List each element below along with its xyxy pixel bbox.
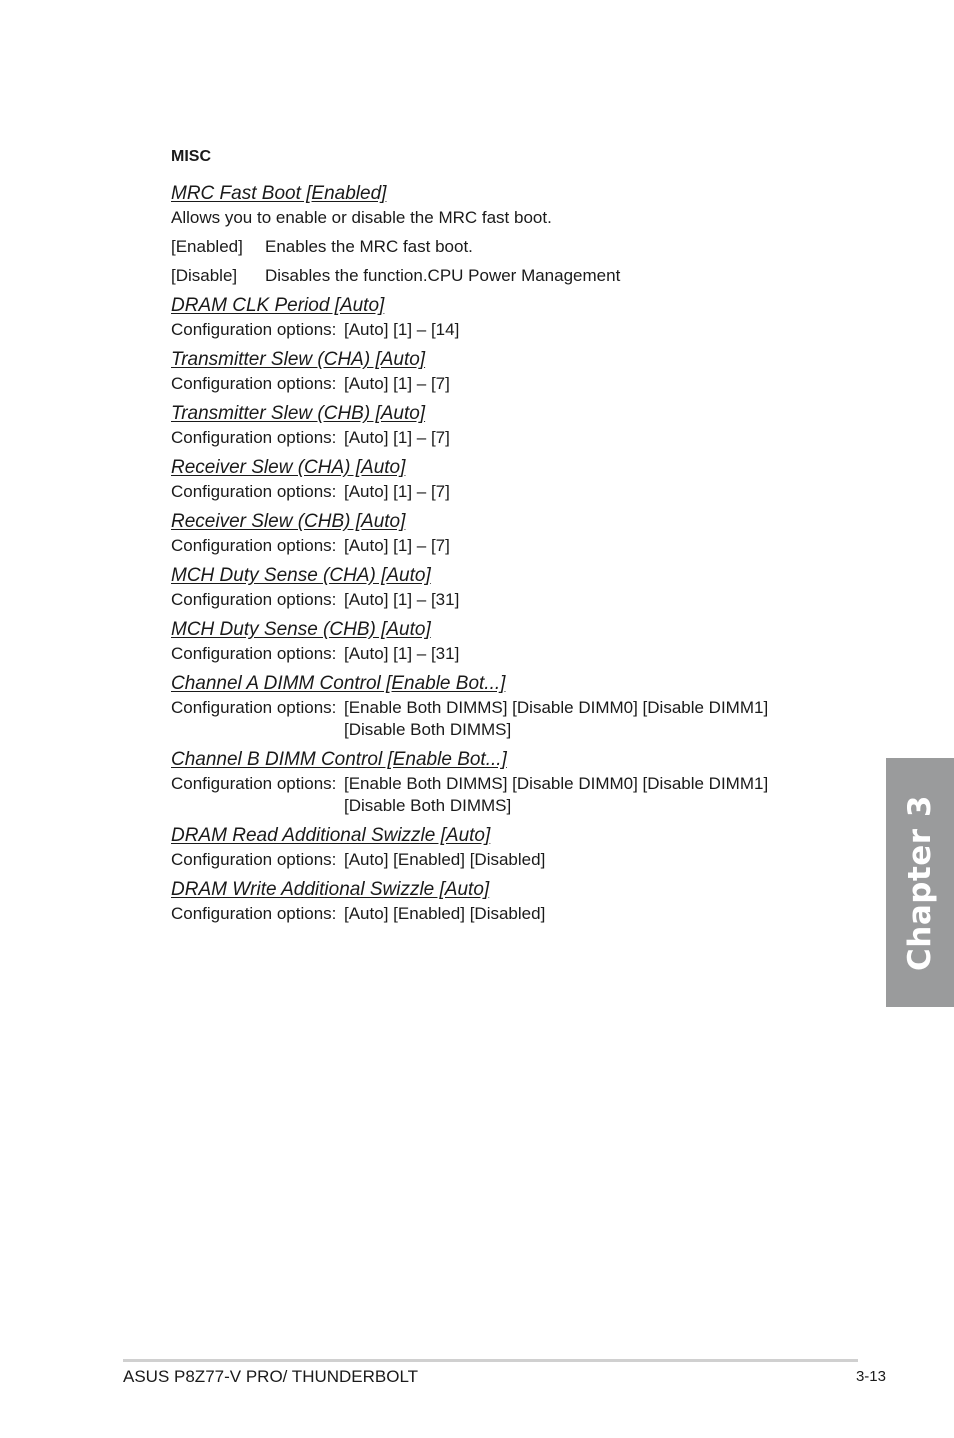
config-options [171, 481, 851, 503]
config-value-line: [Enable Both DIMMS] [Disable DIMM0] [Disable DIMM1] [344, 698, 769, 717]
item-title: Transmitter Slew (CHA) [Auto] [171, 349, 426, 370]
setting-item [171, 879, 851, 925]
config-value-line: [Disable Both DIMMS] [344, 796, 512, 815]
page-number: 3-13 [855, 1368, 886, 1385]
config-label: Configuration options: [171, 320, 337, 339]
setting-item [171, 511, 851, 557]
config-label: Configuration options: [171, 698, 337, 717]
config-value-line: [Auto] [1] – [7] [344, 374, 450, 393]
config-value-line: [Auto] [1] – [14] [344, 320, 460, 339]
item-title: Channel A DIMM Control [Enable Bot...] [171, 673, 506, 694]
option-key: [Disable] [171, 266, 238, 285]
item-title: DRAM Read Additional Swizzle [Auto] [171, 825, 491, 846]
option-row [171, 236, 851, 258]
chapter-tab-label: Chapter 3 [902, 794, 938, 971]
option-row [171, 265, 851, 287]
config-values [344, 773, 851, 817]
items-list [171, 295, 851, 925]
config-options [171, 373, 851, 395]
config-value-line: [Auto] [Enabled] [Disabled] [344, 850, 546, 869]
config-label: Configuration options: [171, 590, 337, 609]
config-options [171, 319, 851, 341]
item-title: MCH Duty Sense (CHA) [Auto] [171, 565, 431, 586]
config-options [171, 589, 851, 611]
config-values [344, 849, 851, 871]
config-options [171, 643, 851, 665]
setting-item [171, 749, 851, 817]
setting-item [171, 349, 851, 395]
config-label: Configuration options: [171, 774, 337, 793]
config-label: Configuration options: [171, 644, 337, 663]
config-value-line: [Enable Both DIMMS] [Disable DIMM0] [Disable DIMM1] [344, 774, 769, 793]
config-values [344, 903, 851, 925]
setting-item [171, 673, 851, 741]
config-values [344, 535, 851, 557]
setting-item [171, 403, 851, 449]
item-description: Allows you to enable or disable the MRC fast boot. [171, 208, 552, 227]
section-heading: MISC [171, 148, 211, 165]
config-options [171, 535, 851, 557]
config-values [344, 697, 851, 741]
setting-item [171, 565, 851, 611]
config-values [344, 427, 851, 449]
item-title: Receiver Slew (CHB) [Auto] [171, 511, 406, 532]
config-options [171, 427, 851, 449]
item-title: DRAM CLK Period [Auto] [171, 295, 385, 316]
setting-item [171, 457, 851, 503]
config-options [171, 773, 851, 817]
config-options [171, 697, 851, 741]
option-key: [Enabled] [171, 237, 243, 256]
config-values [344, 481, 851, 503]
item-title: Channel B DIMM Control [Enable Bot...] [171, 749, 507, 770]
option-desc: Enables the MRC fast boot. [265, 237, 473, 256]
config-values [344, 373, 851, 395]
config-value-line: [Auto] [1] – [7] [344, 428, 450, 447]
config-label: Configuration options: [171, 428, 337, 447]
config-values [344, 319, 851, 341]
config-values [344, 589, 851, 611]
config-value-line: [Auto] [Enabled] [Disabled] [344, 904, 546, 923]
item-mrc-fast-boot [171, 183, 851, 287]
config-label: Configuration options: [171, 536, 337, 555]
setting-item [171, 295, 851, 341]
config-label: Configuration options: [171, 482, 337, 501]
config-options [171, 849, 851, 871]
config-value-line: [Auto] [1] – [31] [344, 644, 460, 663]
item-title: MCH Duty Sense (CHB) [Auto] [171, 619, 431, 640]
setting-item [171, 825, 851, 871]
option-desc: Disables the function.CPU Power Management [265, 266, 621, 285]
footer-divider [123, 1359, 858, 1362]
config-value-line: [Auto] [1] – [7] [344, 482, 450, 501]
page-content [171, 147, 851, 933]
config-value-line: [Disable Both DIMMS] [344, 720, 512, 739]
item-title: Transmitter Slew (CHB) [Auto] [171, 403, 426, 424]
config-options [171, 903, 851, 925]
item-title: DRAM Write Additional Swizzle [Auto] [171, 879, 490, 900]
config-values [344, 643, 851, 665]
config-label: Configuration options: [171, 904, 337, 923]
config-value-line: [Auto] [1] – [7] [344, 536, 450, 555]
setting-item [171, 619, 851, 665]
chapter-tab [886, 758, 954, 1007]
config-label: Configuration options: [171, 374, 337, 393]
item-title: Receiver Slew (CHA) [Auto] [171, 457, 406, 478]
config-label: Configuration options: [171, 850, 337, 869]
config-value-line: [Auto] [1] – [31] [344, 590, 460, 609]
item-title: MRC Fast Boot [Enabled] [171, 183, 387, 204]
footer-product: ASUS P8Z77-V PRO/ THUNDERBOLT [123, 1367, 419, 1386]
